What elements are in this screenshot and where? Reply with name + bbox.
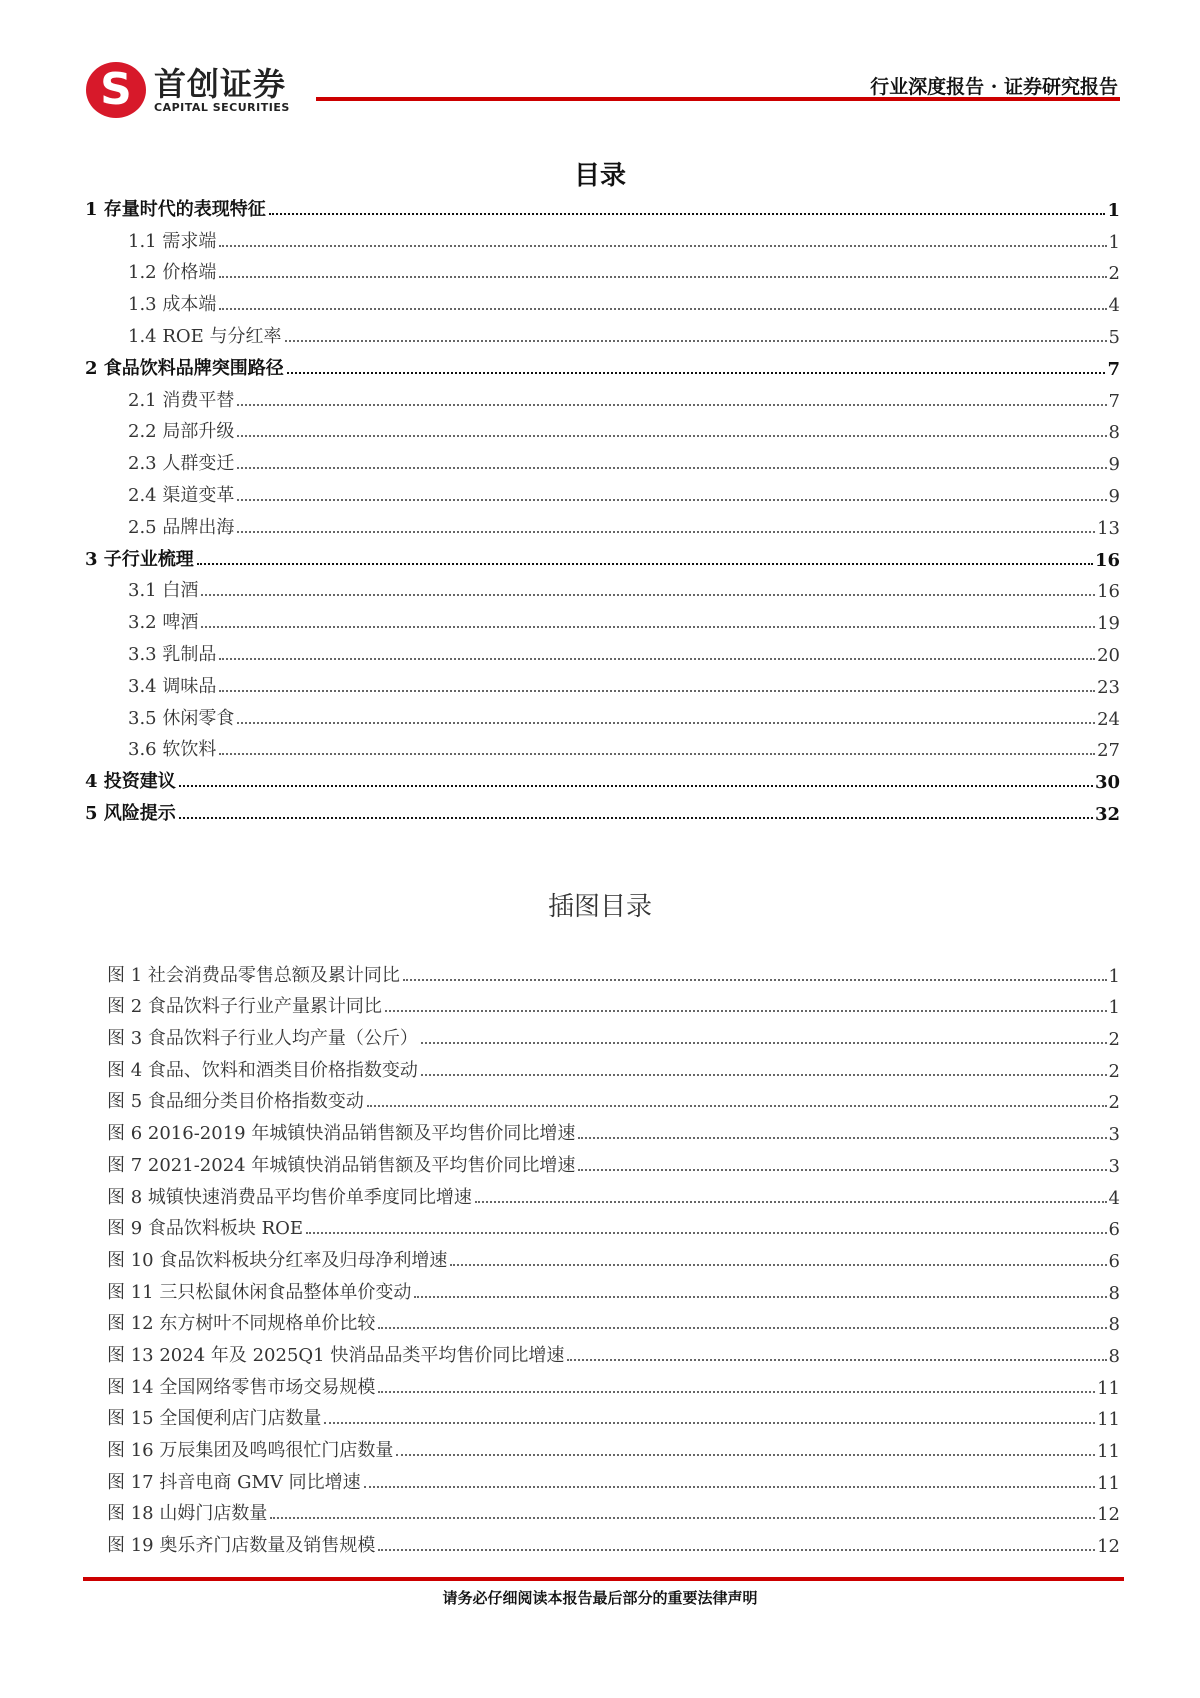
toc-entry[interactable] xyxy=(85,348,1120,380)
entry-page: 19 xyxy=(1097,613,1120,635)
toc-entry[interactable] xyxy=(85,602,1120,634)
figure-entry[interactable] xyxy=(107,1018,1120,1050)
dot-leader xyxy=(475,1201,1107,1203)
dot-leader xyxy=(179,785,1093,787)
entry-label: 3 子行业梳理 xyxy=(85,548,194,570)
dot-leader xyxy=(378,1391,1095,1393)
entry-label: 1.2 价格端 xyxy=(128,262,217,284)
dot-leader xyxy=(237,531,1095,533)
entry-label: 2.5 品牌出海 xyxy=(128,516,235,538)
entry-label: 2.4 渠道变革 xyxy=(128,484,235,506)
entry-label: 图 3 食品饮料子行业人均产量（公斤） xyxy=(107,1028,418,1050)
entry-page: 2 xyxy=(1108,1092,1120,1114)
toc-title: 目录 xyxy=(573,161,626,191)
entry-label: 图 1 社会消费品零售总额及累计同比 xyxy=(107,964,400,986)
entry-page: 11 xyxy=(1097,1472,1120,1494)
entry-page: 24 xyxy=(1097,708,1120,730)
entry-label: 4 投资建议 xyxy=(85,771,176,793)
figure-entry[interactable] xyxy=(107,987,1120,1019)
entry-label: 图 10 食品饮料板块分红率及归母净利增速 xyxy=(107,1249,448,1271)
entry-page: 8 xyxy=(1108,1314,1120,1336)
toc-entry[interactable] xyxy=(85,189,1120,221)
entry-page: 13 xyxy=(1097,517,1120,539)
dot-leader xyxy=(219,276,1106,278)
entry-page: 6 xyxy=(1108,1250,1120,1272)
entry-page: 12 xyxy=(1097,1536,1120,1558)
dot-leader xyxy=(421,1042,1107,1044)
entry-page: 2 xyxy=(1108,263,1120,285)
logo-mark-icon xyxy=(86,62,146,118)
figure-entry[interactable] xyxy=(107,1082,1120,1114)
entry-label: 3.2 啤酒 xyxy=(128,612,199,634)
figure-entry[interactable] xyxy=(107,1050,1120,1082)
report-type: 行业深度报告 · 证券研究报告 xyxy=(870,76,1118,98)
figure-entry[interactable] xyxy=(107,955,1120,987)
dot-leader xyxy=(578,1169,1106,1171)
entry-label: 3.5 休闲零食 xyxy=(128,707,235,729)
entry-page: 3 xyxy=(1108,1124,1120,1146)
entry-label: 1 存量时代的表现特征 xyxy=(85,198,266,220)
toc-entry[interactable] xyxy=(85,443,1120,475)
dot-leader xyxy=(237,499,1106,501)
entry-label: 1.3 成本端 xyxy=(128,294,217,316)
toc-entry[interactable] xyxy=(85,730,1120,762)
entry-page: 8 xyxy=(1108,422,1120,444)
logo-name-cn: 首创证券 xyxy=(154,64,287,103)
dot-leader xyxy=(270,1517,1095,1519)
figure-entry[interactable] xyxy=(107,1367,1120,1399)
figure-entry[interactable] xyxy=(107,1335,1120,1367)
entry-label: 图 15 全国便利店门店数量 xyxy=(107,1408,322,1430)
entry-label: 图 11 三只松鼠休闲食品整体单价变动 xyxy=(107,1281,412,1303)
entry-page: 1 xyxy=(1108,231,1120,253)
dot-leader xyxy=(237,467,1106,469)
entry-label: 2.3 人群变迁 xyxy=(128,453,235,475)
toc-entry[interactable] xyxy=(85,793,1120,825)
entry-page: 11 xyxy=(1097,1377,1120,1399)
dot-leader xyxy=(201,594,1095,596)
entry-page: 1 xyxy=(1107,199,1120,221)
entry-label: 1.1 需求端 xyxy=(128,230,217,252)
table-of-contents xyxy=(85,189,1120,825)
figure-entry[interactable] xyxy=(107,1304,1120,1336)
dot-leader xyxy=(450,1264,1106,1266)
figure-entry[interactable] xyxy=(107,1113,1120,1145)
figure-entry[interactable] xyxy=(107,1177,1120,1209)
toc-entry[interactable] xyxy=(85,634,1120,666)
figure-entry[interactable] xyxy=(107,1272,1120,1304)
entry-label: 图 8 城镇快速消费品平均售价单季度同比增速 xyxy=(107,1186,472,1208)
entry-label: 2 食品饮料品牌突围路径 xyxy=(85,357,284,379)
entry-label: 图 2 食品饮料子行业产量累计同比 xyxy=(107,996,382,1018)
entry-label: 5 风险提示 xyxy=(85,802,176,824)
figure-entry[interactable] xyxy=(107,1240,1120,1272)
footer-divider xyxy=(83,1577,1124,1581)
toc-entry[interactable] xyxy=(85,761,1120,793)
dot-leader xyxy=(364,1486,1095,1488)
entry-page: 7 xyxy=(1108,390,1120,412)
entry-label: 图 12 东方树叶不同规格单价比较 xyxy=(107,1313,376,1335)
figure-entry[interactable] xyxy=(107,1494,1120,1526)
dot-leader xyxy=(306,1232,1106,1234)
entry-page: 20 xyxy=(1097,644,1120,666)
entry-page: 3 xyxy=(1108,1155,1120,1177)
toc-entry[interactable] xyxy=(85,284,1120,316)
dot-leader xyxy=(237,404,1106,406)
figure-entry[interactable] xyxy=(107,1399,1120,1431)
entry-label: 图 13 2024 年及 2025Q1 快消品品类平均售价同比增速 xyxy=(107,1344,565,1366)
toc-entry[interactable] xyxy=(85,475,1120,507)
entry-page: 8 xyxy=(1108,1345,1120,1367)
entry-page: 27 xyxy=(1097,740,1120,762)
entry-label: 图 4 食品、饮料和酒类目价格指数变动 xyxy=(107,1059,418,1081)
toc-entry[interactable] xyxy=(85,507,1120,539)
dot-leader xyxy=(179,817,1093,819)
entry-page: 8 xyxy=(1108,1282,1120,1304)
dot-leader xyxy=(367,1105,1107,1107)
entry-label: 图 14 全国网络零售市场交易规模 xyxy=(107,1376,376,1398)
entry-page: 11 xyxy=(1097,1441,1120,1462)
entry-page: 4 xyxy=(1108,295,1120,317)
dot-leader xyxy=(269,213,1106,215)
dot-leader xyxy=(378,1549,1095,1551)
entry-label: 3.4 调味品 xyxy=(128,675,217,697)
entry-page: 16 xyxy=(1094,549,1120,571)
entry-page: 7 xyxy=(1107,358,1120,380)
entry-page: 12 xyxy=(1097,1504,1120,1526)
entry-label: 3.3 乳制品 xyxy=(128,643,217,665)
entry-page: 16 xyxy=(1097,581,1120,603)
entry-page: 9 xyxy=(1108,485,1120,507)
entry-page: 6 xyxy=(1108,1219,1120,1241)
entry-page: 5 xyxy=(1108,326,1120,348)
dot-leader xyxy=(197,563,1093,565)
dot-leader xyxy=(403,979,1107,981)
entry-label: 图 19 奥乐齐门店数量及销售规模 xyxy=(107,1535,376,1557)
figure-entry[interactable] xyxy=(107,1462,1120,1494)
dot-leader xyxy=(201,626,1095,628)
entry-label: 图 9 食品饮料板块 ROE xyxy=(107,1218,304,1240)
toc-entry[interactable] xyxy=(85,316,1120,348)
entry-page: 23 xyxy=(1097,676,1120,698)
toc-entry[interactable] xyxy=(85,698,1120,730)
company-logo xyxy=(86,62,290,118)
dot-leader xyxy=(219,658,1095,660)
toc-entry[interactable] xyxy=(85,666,1120,698)
entry-label: 图 16 万辰集团及鸣鸣很忙门店数量 xyxy=(107,1440,394,1461)
dot-leader xyxy=(285,340,1107,342)
entry-label: 图 6 2016-2019 年城镇快消品销售额及平均售价同比增速 xyxy=(107,1123,576,1145)
dot-leader xyxy=(324,1422,1095,1424)
toc-entry[interactable] xyxy=(85,253,1120,285)
entry-label: 1.4 ROE 与分红率 xyxy=(128,325,282,347)
entry-label: 图 7 2021-2024 年城镇快消品销售额及平均售价同比增速 xyxy=(107,1154,576,1176)
entry-label: 图 5 食品细分类目价格指数变动 xyxy=(107,1091,364,1113)
dot-leader xyxy=(578,1137,1106,1139)
entry-page: 2 xyxy=(1108,1060,1120,1082)
dot-leader xyxy=(396,1454,1095,1456)
entry-page: 2 xyxy=(1108,1029,1120,1051)
dot-leader xyxy=(414,1296,1106,1298)
entry-page: 32 xyxy=(1094,803,1120,825)
dot-leader xyxy=(219,753,1095,755)
toc-entry[interactable] xyxy=(85,539,1120,571)
entry-label: 2.1 消费平替 xyxy=(128,389,235,411)
entry-page: 30 xyxy=(1094,772,1120,794)
entry-page: 1 xyxy=(1108,997,1120,1019)
entry-page: 4 xyxy=(1108,1187,1120,1209)
dot-leader xyxy=(237,435,1106,437)
entry-page: 1 xyxy=(1108,965,1120,987)
entry-page: 9 xyxy=(1108,454,1120,476)
entry-label: 3.6 软饮料 xyxy=(128,739,217,761)
toc-entry[interactable] xyxy=(85,412,1120,444)
figure-list xyxy=(107,955,1120,1557)
dot-leader xyxy=(287,372,1106,374)
toc-entry[interactable] xyxy=(85,221,1120,253)
dot-leader xyxy=(219,245,1106,247)
entry-label: 图 18 山姆门店数量 xyxy=(107,1503,268,1525)
figures-title: 插图目录 xyxy=(547,892,652,922)
dot-leader xyxy=(567,1359,1106,1361)
legal-notice: 请务必仔细阅读本报告最后部分的重要法律声明 xyxy=(442,1589,758,1607)
figure-entry[interactable] xyxy=(107,1209,1120,1241)
dot-leader xyxy=(421,1074,1107,1076)
entry-label: 3.1 白酒 xyxy=(128,580,199,602)
dot-leader xyxy=(378,1327,1106,1329)
dot-leader xyxy=(385,1010,1107,1012)
figure-entry[interactable] xyxy=(107,1430,1120,1462)
dot-leader xyxy=(219,308,1106,310)
toc-entry[interactable] xyxy=(85,571,1120,603)
dot-leader xyxy=(219,690,1095,692)
logo-name-en: CAPITAL SECURITIES xyxy=(154,100,290,114)
dot-leader xyxy=(237,722,1095,724)
entry-label: 2.2 局部升级 xyxy=(128,421,235,443)
entry-label: 图 17 抖音电商 GMV 同比增速 xyxy=(107,1471,361,1493)
figure-entry[interactable] xyxy=(107,1525,1120,1557)
toc-entry[interactable] xyxy=(85,380,1120,412)
figure-entry[interactable] xyxy=(107,1145,1120,1177)
entry-page: 11 xyxy=(1097,1409,1120,1431)
